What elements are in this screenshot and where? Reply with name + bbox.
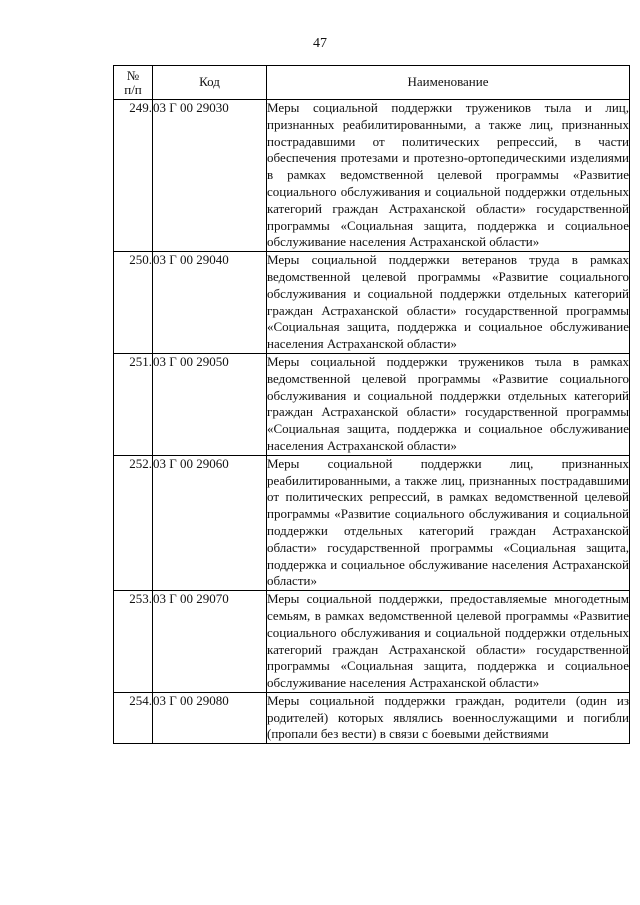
row-name: Меры социальной поддержки тружеников тыла в рамках ведомственной целевой программы «Развитие социального обслуживания и социальной поддержки отдельных категорий граждан Астраханской области» государственной программы «Социальная защита, поддержка и социальное обслуживание населения Астраханской области»: [267, 353, 630, 455]
row-name: Меры социальной поддержки, предоставляемые многодетным семьям, в рамках ведомственной целевой программы «Развитие социального обслуживания и социальной поддержки отдельных категорий граждан Астраханской области» государственной программы «Социальная защита, поддержка и социальное обслуживание населения Астраханской области»: [267, 591, 630, 693]
budget-classification-table: [113, 65, 630, 744]
row-name: Меры социальной поддержки граждан, родители (один из родителей) которых являлись военнослужащими и погибли (пропали без вести) в связи с боевыми действиями: [267, 692, 630, 743]
table-row: [114, 353, 630, 455]
row-number: 250.: [114, 252, 153, 354]
page-number: 47: [313, 36, 327, 51]
row-number: 251.: [114, 353, 153, 455]
row-code: 03 Г 00 29070: [153, 591, 267, 693]
row-name: Меры социальной поддержки тружеников тыла и лиц, признанных реабилитированными, а также лиц, признанных пострадавшими от политических репрессий, в части обеспечения протезами и протезно-ортопедическими изделиями в рамках ведомственной целевой программы «Развитие социального обслуживания и социальной поддержки отдельных категорий граждан Астраханской области» государственной программы «Социальная защита, поддержка и социальное обслуживание населения Астраханской области»: [267, 100, 630, 252]
row-name: Меры социальной поддержки лиц, признанных реабилитированными, а также лиц, признанных пострадавшими от политических репрессий, в рамках ведомственной целевой программы «Развитие социального обслуживания и социальной поддержки отдельных категорий граждан Астраханской области» государственной программы «Социальная защита, поддержка и социальное обслуживание населения Астраханской области»: [267, 455, 630, 590]
table-row: [114, 455, 630, 590]
table-row: [114, 100, 630, 252]
table-header-row: [114, 66, 630, 100]
table-row: [114, 252, 630, 354]
row-code: 03 Г 00 29040: [153, 252, 267, 354]
table-row: [114, 591, 630, 693]
header-name: Наименование: [267, 66, 630, 100]
row-number: 253.: [114, 591, 153, 693]
row-number: 249.: [114, 100, 153, 252]
header-number: [114, 66, 153, 100]
row-number: 252.: [114, 455, 153, 590]
header-number-abbrev: п/п: [124, 81, 142, 97]
table-row: [114, 692, 630, 743]
row-code: 03 Г 00 29060: [153, 455, 267, 590]
row-name: Меры социальной поддержки ветеранов труда в рамках ведомственной целевой программы «Развитие социального обслуживания и социальной поддержки отдельных категорий граждан Астраханской области» государственной программы «Социальная защита, поддержка и социальное обслуживание населения Астраханской области»: [267, 252, 630, 354]
header-number-symbol: №: [126, 67, 140, 83]
row-code: 03 Г 00 29050: [153, 353, 267, 455]
row-code: 03 Г 00 29080: [153, 692, 267, 743]
row-number: 254.: [114, 692, 153, 743]
row-code: 03 Г 00 29030: [153, 100, 267, 252]
header-code: Код: [153, 66, 267, 100]
